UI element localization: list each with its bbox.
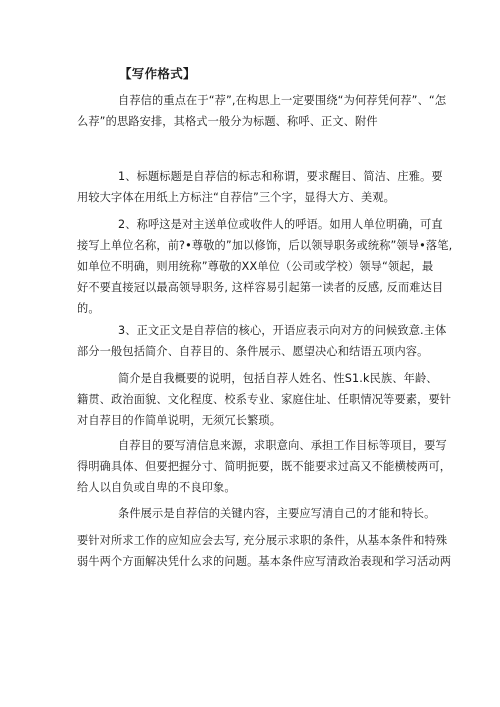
text-line: 么荐”的思路安排，其格式一般分为标题、称呼、正文、附件 <box>77 115 378 128</box>
text-line: 简介是自我概要的说明，包括自荐人姓名、性S1.k民族、年龄、 <box>118 372 438 385</box>
purpose-paragraph <box>77 435 452 498</box>
section-heading: 【写作格式】 <box>119 66 196 81</box>
text-line: 用较大字体在用纸上方标注“自荐信”三个字，显得大方、美观。 <box>77 191 396 204</box>
text-line: 弱牛两个方面解决凭什么求的问题。基本条件应写清政治表现和学习活动两 <box>77 555 452 568</box>
salutation-paragraph <box>77 214 453 319</box>
text-line: 自荐目的要写清信息来源，求职意向、承担工作目标等项目，要写 <box>118 439 447 452</box>
text-line: 1、标题标题是自荐信的标志和称谓，要求醒目、简洁、庄雅。要 <box>118 170 443 183</box>
text-line: 的。 <box>77 302 100 315</box>
text-line: 自荐信的重点在于“荐”,在构思上一定要围绕“为何荐凭何荐”、“怎 <box>118 94 447 107</box>
text-line: 部分一般包括简介、自荐目的、条件展示、愿望决心和结语五项内容。 <box>77 345 429 358</box>
text-line: 得明确具体、但要把握分寸、简明扼要，既不能要求过高又不能横棱两可， <box>77 460 452 473</box>
title-paragraph <box>77 166 443 208</box>
text-line: 如单位不明确，则用统称”尊敬的XX单位（公司或学校）领导“领起，最 <box>77 260 434 273</box>
text-line: 好不要直接冠以最高领导职务, 这样容易引起第一读者的反感, 反而难达目 <box>77 281 444 294</box>
text-line: 2、称呼这是对主送单位或收件人的呼语。如用人单位明确，可直 <box>118 218 443 231</box>
conditions-paragraph <box>77 503 437 524</box>
text-line: 条件展示是自荐信的关键内容，主要应写清自己的才能和特长。 <box>118 507 436 520</box>
text-line: 3、正文正文是自荐信的核心，开语应表示向对方的问候致意.主体 <box>118 324 447 337</box>
conditions-detail-paragraph <box>77 530 452 572</box>
text-line: 籍贯、政治面貌、文化程度、校系专业、家庭住址、任职情况等要素，要针 <box>77 393 452 406</box>
intro-paragraph <box>77 90 447 132</box>
intro-details-paragraph <box>77 368 452 431</box>
text-line: 要针对所求工作的应知应会去写, 充分展示求职的条件，从基本条件和特殊 <box>77 534 448 547</box>
body-paragraph <box>77 320 447 362</box>
text-line: 给人以自负或自卑的不良印象。 <box>77 481 236 494</box>
text-line: 对自荐目的作简单说明，无须冗长繁琐。 <box>77 414 282 427</box>
text-line: 接写上单位名称，前?•尊敬的”加以修饰，后以领导职务或统称”领导•落笔, <box>77 239 453 252</box>
